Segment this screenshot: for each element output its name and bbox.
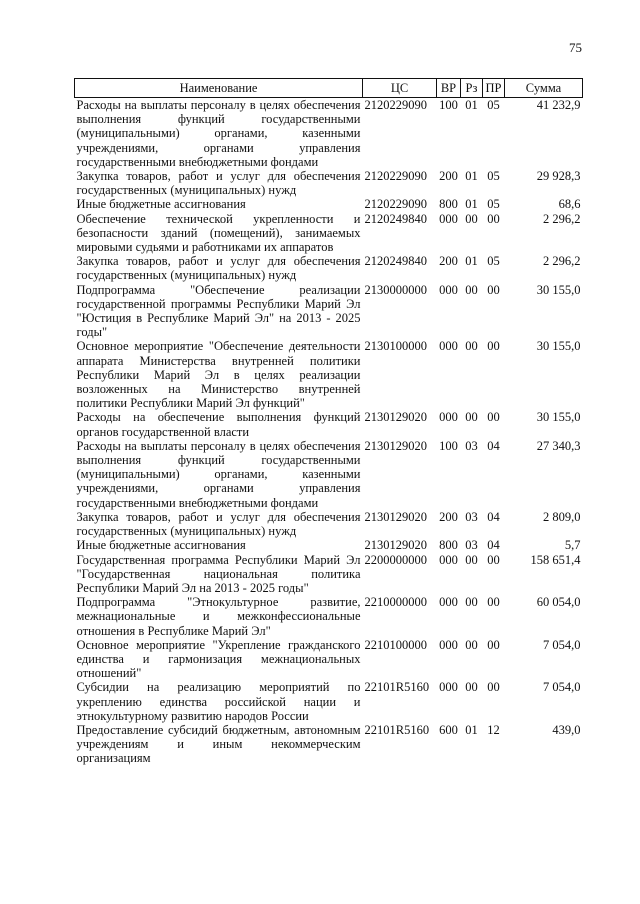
table-row	[75, 197, 583, 211]
table-row	[75, 98, 583, 170]
row-cs: 2210100000	[364, 637, 427, 652]
row-sum: 7 054,0	[543, 680, 581, 695]
row-sum: 29 928,3	[536, 169, 581, 184]
row-pr: 00	[487, 595, 500, 610]
row-pr: 04	[487, 509, 500, 524]
row-rz: 00	[465, 282, 478, 297]
row-sum: 60 054,0	[536, 595, 581, 610]
row-vr: 000	[439, 282, 458, 297]
row-name: Закупка товаров, работ и услуг для обеспечения государственных (муниципальных) нужд	[76, 509, 361, 539]
row-vr: 100	[439, 98, 458, 112]
header-rz: Рз	[461, 79, 483, 98]
row-name: Подпрограмма "Обеспечение реализации государственной программы Республики Марий Эл "Юстиция в Республике Марий Эл" на 2013 - 2025 годы"	[76, 282, 361, 340]
row-vr: 000	[439, 410, 458, 425]
row-rz: 01	[465, 722, 478, 737]
row-cs: 2120229090	[364, 197, 427, 212]
row-rz: 01	[465, 197, 478, 212]
row-sum: 27 340,3	[536, 438, 581, 453]
table-row	[75, 439, 583, 510]
row-sum: 30 155,0	[536, 410, 581, 425]
row-cs: 2120249840	[364, 254, 427, 269]
table-header	[75, 79, 583, 98]
row-vr: 000	[439, 680, 458, 695]
row-pr: 05	[487, 169, 500, 184]
row-cs: 2130129020	[364, 538, 427, 553]
row-pr: 00	[487, 637, 500, 652]
row-sum: 439,0	[552, 722, 581, 737]
row-vr: 000	[439, 552, 458, 567]
row-cs: 2130100000	[364, 339, 427, 354]
budget-table	[74, 78, 583, 766]
table-row	[75, 510, 583, 538]
table-row	[75, 538, 583, 552]
page-number: 75	[569, 40, 582, 55]
row-cs: 22101R5160	[364, 722, 430, 737]
header-cs: ЦС	[363, 79, 437, 98]
row-pr: 12	[487, 722, 500, 737]
row-cs: 2210000000	[364, 595, 427, 610]
table-row	[75, 254, 583, 282]
row-name: Подпрограмма "Этнокультурное развитие, межнациональные и межконфессиональные отношения в Республике Марий Эл"	[76, 595, 361, 638]
row-name: Иные бюджетные ассигнования	[76, 538, 246, 553]
row-pr: 00	[487, 282, 500, 297]
row-cs: 2120229090	[364, 169, 427, 184]
row-sum: 2 296,2	[543, 254, 581, 269]
row-name: Основное мероприятие "Укрепление гражданского единства и гармонизация межнациональных отношений"	[76, 637, 361, 681]
row-rz: 00	[465, 410, 478, 425]
row-cs: 22101R5160	[364, 680, 430, 695]
table-row	[75, 212, 583, 255]
table-row	[75, 723, 583, 766]
row-name: Закупка товаров, работ и услуг для обеспечения государственных (муниципальных) нужд	[76, 254, 361, 283]
row-pr: 04	[487, 438, 500, 453]
row-sum: 2 809,0	[543, 509, 581, 524]
row-rz: 00	[465, 595, 478, 610]
table-body	[75, 98, 583, 766]
row-sum: 2 296,2	[543, 211, 581, 226]
row-cs: 2120249840	[364, 211, 427, 226]
row-sum: 5,7	[564, 538, 581, 553]
row-rz: 03	[465, 438, 478, 453]
row-sum: 68,6	[558, 197, 581, 212]
header-pr: ПР	[483, 79, 505, 98]
row-cs: 2130129020	[364, 509, 427, 524]
row-cs: 2200000000	[364, 552, 427, 567]
row-name: Государственная программа Республики Марий Эл "Государственная национальная политика Республики Марий Эл на 2013 - 2025 годы"	[76, 552, 361, 595]
row-vr: 200	[439, 509, 458, 524]
table-row	[75, 680, 583, 723]
row-rz: 00	[465, 211, 478, 226]
table-row	[75, 638, 583, 681]
row-rz: 00	[465, 637, 478, 652]
row-name: Субсидии на реализацию мероприятий по укреплению единства российской нации и этнокультурному развитию народов России	[76, 680, 361, 723]
row-sum: 158 651,4	[530, 552, 581, 567]
row-name: Расходы на выплаты персоналу в целях обеспечения выполнения функций государственными (муниципальными) органами, казенными учреждениями, органами управления государственными внебюджетными фондами	[76, 98, 361, 169]
table-row	[75, 595, 583, 638]
row-rz: 01	[465, 169, 478, 184]
table-row	[75, 410, 583, 438]
row-pr: 00	[487, 410, 500, 425]
row-sum: 7 054,0	[543, 637, 581, 652]
table-row	[75, 169, 583, 197]
row-sum: 30 155,0	[536, 282, 581, 297]
row-rz: 01	[465, 254, 478, 269]
row-sum: 41 232,9	[536, 98, 581, 112]
row-rz: 03	[465, 509, 478, 524]
row-vr: 000	[439, 339, 458, 354]
row-rz: 00	[465, 680, 478, 695]
row-name: Закупка товаров, работ и услуг для обеспечения государственных (муниципальных) нужд	[76, 169, 361, 198]
row-cs: 2130129020	[364, 438, 427, 453]
row-pr: 04	[487, 538, 500, 553]
row-sum: 30 155,0	[536, 339, 581, 354]
row-vr: 000	[439, 637, 458, 652]
row-cs: 2130000000	[364, 282, 427, 297]
row-cs: 2130129020	[364, 410, 427, 425]
row-vr: 000	[439, 595, 458, 610]
row-pr: 00	[487, 552, 500, 567]
row-name: Обеспечение технической укрепленности и безопасности зданий (помещений), занимаемых мировыми судьями и работниками их аппаратов	[76, 211, 361, 255]
row-name: Основное мероприятие "Обеспечение деятельности аппарата Министерства внутренней политики Республики Марий Эл в целях реализации возложенных на Министерство внутренней политики Республики Марий Эл функций"	[76, 339, 361, 411]
row-vr: 000	[439, 211, 458, 226]
row-name: Расходы на выплаты персоналу в целях обеспечения выполнения функций государственными (муниципальными) органами, казенными учреждениями, органами управления государственными внебюджетными фондами	[76, 438, 361, 510]
header-name: Наименование	[75, 79, 363, 98]
row-vr: 600	[439, 722, 458, 737]
row-rz: 01	[465, 98, 478, 112]
row-vr: 200	[439, 169, 458, 184]
row-pr: 05	[487, 197, 500, 212]
row-vr: 200	[439, 254, 458, 269]
row-rz: 00	[465, 339, 478, 354]
row-pr: 00	[487, 339, 500, 354]
row-vr: 800	[439, 197, 458, 212]
table-row	[75, 283, 583, 340]
table-row	[75, 339, 583, 410]
row-rz: 03	[465, 538, 478, 553]
row-pr: 05	[487, 254, 500, 269]
row-vr: 100	[439, 438, 458, 453]
row-pr: 00	[487, 211, 500, 226]
row-name: Иные бюджетные ассигнования	[76, 197, 246, 212]
row-vr: 800	[439, 538, 458, 553]
row-cs: 2120229090	[364, 98, 427, 112]
table-row	[75, 553, 583, 596]
header-sum: Сумма	[505, 79, 583, 98]
row-name: Предоставление субсидий бюджетным, автономным учреждениям и иным некоммерческим организациям	[76, 722, 361, 766]
header-vr: ВР	[437, 79, 461, 98]
row-pr: 05	[487, 98, 500, 112]
row-pr: 00	[487, 680, 500, 695]
row-name: Расходы на обеспечение выполнения функций органов государственной власти	[76, 410, 361, 439]
row-rz: 00	[465, 552, 478, 567]
